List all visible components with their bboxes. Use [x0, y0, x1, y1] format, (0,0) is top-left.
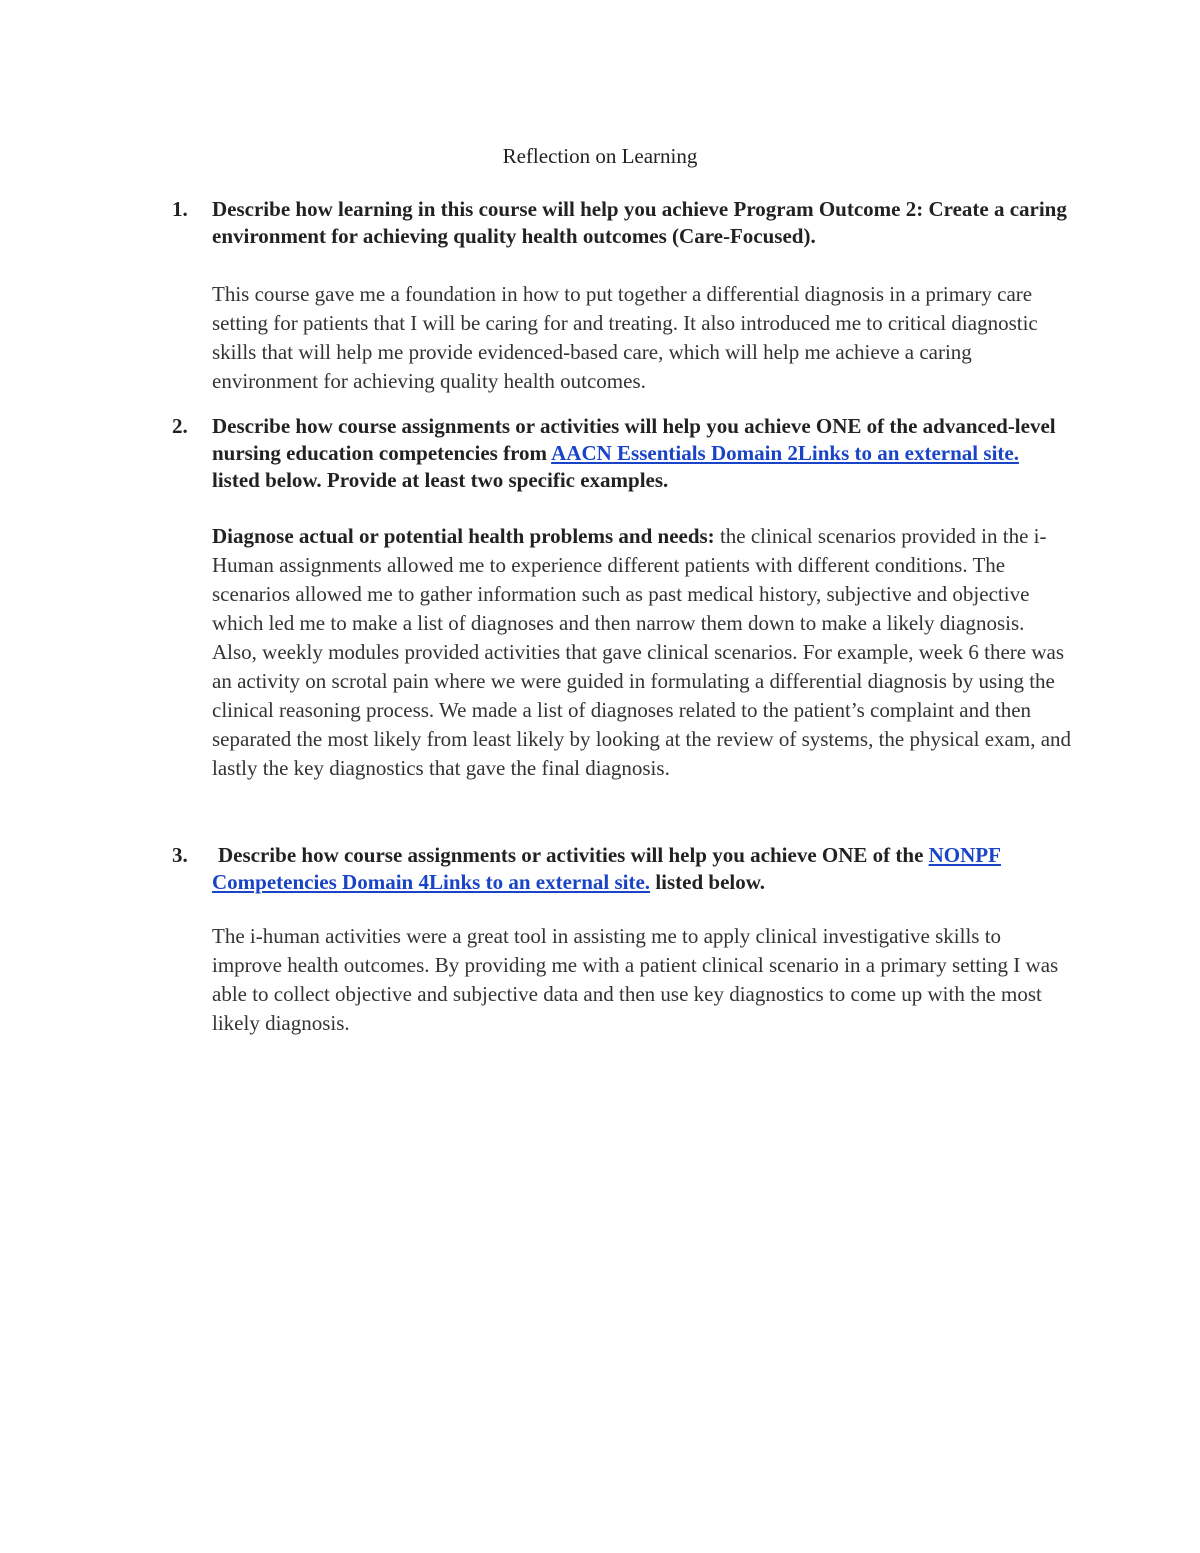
- question-item-2: [172, 413, 1072, 783]
- nonpf-competencies-link[interactable]: NONPF Competencies Domain 4Links to an external site.: [212, 843, 1001, 894]
- question-text-start: Describe how course assignments or activities will help you achieve ONE of the: [218, 843, 929, 867]
- question-text: [212, 842, 1072, 896]
- answer-body: the clinical scenarios provided in the i-Human assignments allowed me to experience different patients with different conditions. The scenarios allowed me to gather information such as past medical history, subjective and objective which led me to make a list of diagnoses and then narrow them down to make a likely diagnosis. Also, weekly modules provided activities that gave clinical scenarios. For example, week 6 there was an activity on scrotal pain where we were guided in formulating a differential diagnosis by using the clinical reasoning process. We made a list of diagnoses related to the patient’s complaint and then separated the most likely from least likely by looking at the review of systems, the physical exam, and lastly the key diagnostics that gave the final diagnosis.: [212, 524, 1072, 780]
- item-number: 1.: [172, 197, 188, 221]
- item-number: 3.: [172, 843, 188, 867]
- question-text-start: Describe how course assignments or activities will help you achieve ONE of the advanced-level nursing education competencies from: [212, 414, 1056, 465]
- question-item-1: [172, 196, 1072, 396]
- document-title: Reflection on Learning: [502, 144, 698, 168]
- question-text-end: listed below.: [650, 870, 765, 894]
- answer-text: This course gave me a foundation in how to put together a differential diagnosis in a primary care setting for patients that I will be caring for and treating. It also introduced me to critical diagnostic skills that will help me provide evidenced-based care, which will help me achieve a caring environment for achieving quality health outcomes.: [212, 282, 1038, 393]
- answer-lead: Diagnose actual or potential health problems and needs:: [212, 524, 715, 548]
- answer-text: The i-human activities were a great tool in assisting me to apply clinical investigative skills to improve health outcomes. By providing me with a patient clinical scenario in a primary setting I was able to collect objective and subjective data and then use key diagnostics to come up with the most likely diagnosis.: [212, 924, 1059, 1035]
- item-number: 2.: [172, 414, 188, 438]
- answer-text: [212, 522, 1072, 783]
- question-text: [212, 413, 1072, 494]
- question-text-end: listed below. Provide at least two specific examples.: [212, 468, 669, 492]
- aacn-essentials-link[interactable]: AACN Essentials Domain 2Links to an external site.: [551, 441, 1019, 465]
- question-item-3: [172, 842, 1072, 1038]
- question-text: Describe how learning in this course will help you achieve Program Outcome 2: Create a caring environment for achieving quality health outcomes (Care-Focused).: [212, 197, 1067, 248]
